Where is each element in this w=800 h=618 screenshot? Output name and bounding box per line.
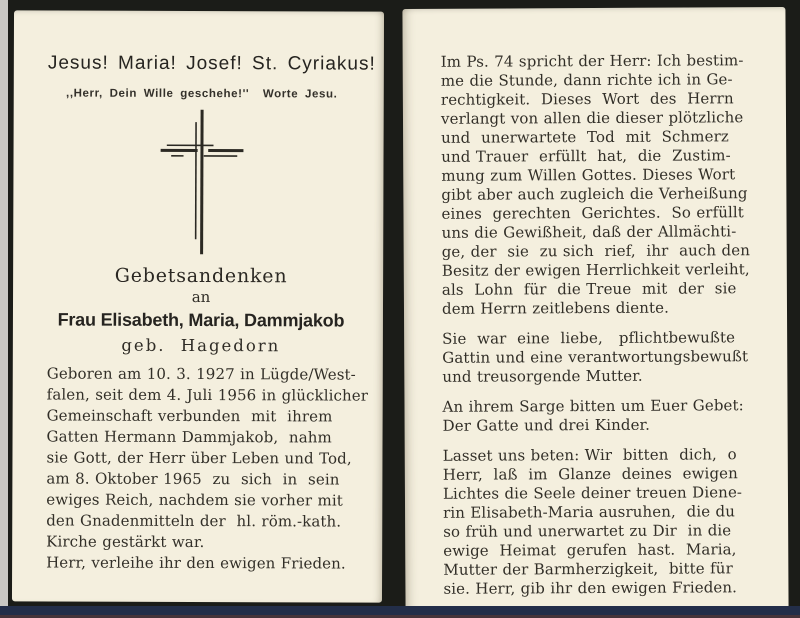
- scanner-edge-strip: [0, 0, 8, 618]
- maiden-name: geb. Hagedorn: [121, 335, 281, 356]
- motto-quote: ,,Herr, Dein Wille geschehe!'' Worte Jesu.: [66, 87, 338, 101]
- prayer-paragraph: Lasset uns beten: Wir bitten dich, o Herr, laß im Glanze deines ewigen Lichtes die Seele deiner treuen Diene- rin Elisabeth-Maria ausruhen, die du so früh und unerwartet zu Dir in die ewige Heimat gerufen hast. Maria, Mutter der Barmherzigkeit, bitte für sie. Herr, gib ihr den ewigen Frieden.: [442, 445, 743, 598]
- memorial-card-front: [12, 10, 384, 602]
- scanner-bottom-band: [0, 606, 800, 615]
- cross-icon: [153, 108, 251, 256]
- invocation-line: Jesus! Maria! Josef! St. Cyriakus!: [47, 52, 376, 75]
- tribute-paragraph: Sie war eine liebe, pflichtbewußte Gattin und eine verantwortungsbewußt und treusorgende Mutter.: [442, 328, 749, 386]
- memorial-heading: Gebetsandenken: [114, 264, 288, 288]
- biography-paragraph: Geboren am 10. 3. 1927 in Lügde/West- falen, seit dem 4. Juli 1956 in glücklicher Gemeinschaft verbunden mit ihrem Gatten Hermann Dammjakob, nahm sie Gott, der Herr über Leben und Tod, am 8. Oktober 1965 zu sich in sein ewiges Reich, nachdem sie vorher mit den Gnadenmitteln der hl. röm.-kath. Kirche gestärkt war.: [46, 364, 369, 552]
- deceased-name: Frau Elisabeth, Maria, Dammjakob: [57, 309, 345, 331]
- closing-prayer-line: Herr, verleihe ihr den ewigen Frieden.: [46, 553, 346, 573]
- memorial-card-back: [402, 7, 788, 612]
- psalm-paragraph: Im Ps. 74 spricht der Herr: Ich bestim- me die Stunde, dann richte ich in Ge- rechtigkeit. Dieses Wort des Herrn verlangt von allen die dieser plötzliche und unerwartete Tod mit Schmerz und Trauer erfüllt hat, die Zustim- mung zum Willen Gottes. Dieses Wort gibt aber auch zugleich die Verheißung eines gerechten Gerichtes. So erfüllt uns die Gewißheit, daß der Allmächti- ge, der sie zu sich rief, ihr auch den Besitz der ewigen Herrlichkeit verleiht, als Lohn für die Treue mit der sie dem Herrn zeitlebens diente.: [440, 51, 750, 318]
- mourners-paragraph: An ihrem Sarge bitten um Euer Gebet: Der Gatte und drei Kinder.: [442, 396, 744, 435]
- memorial-preposition: an: [191, 287, 211, 307]
